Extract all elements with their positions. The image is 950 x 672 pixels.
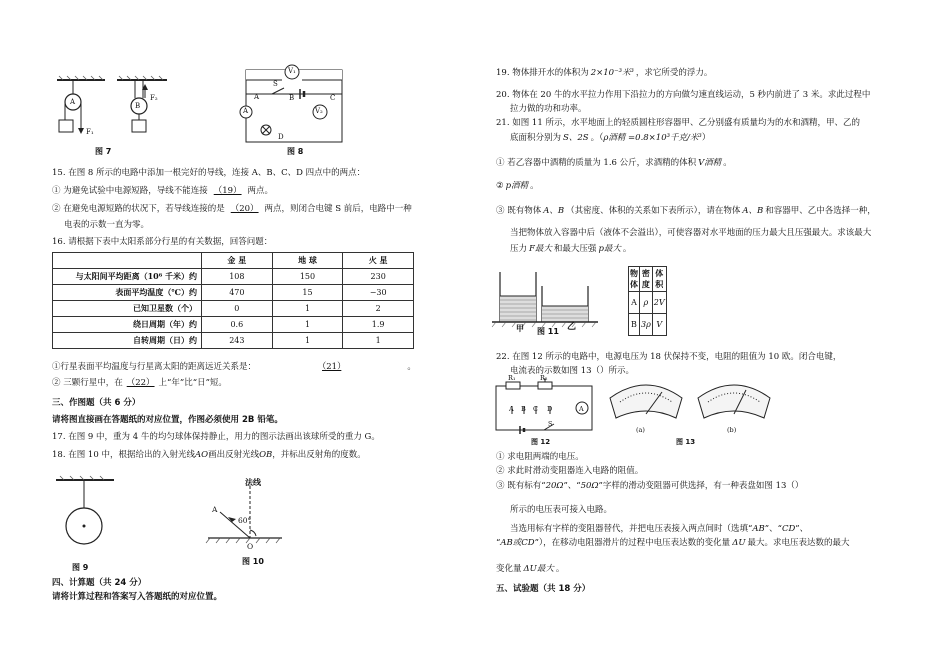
q22-item3-line5-b: 。: [555, 564, 565, 574]
table-row: [53, 317, 414, 333]
section-4-title: 四、计算题（共 24 分）: [52, 578, 147, 588]
section-5-title: 五、试验题（共 18 分）: [496, 584, 591, 594]
q18-text-a: 18. 在图 10 中，根据给出的入射光线: [52, 450, 195, 460]
table-cell: 1: [272, 317, 343, 333]
q22-item3-line4-c: 最大。求电压表达数的最大: [747, 538, 850, 548]
q16-line1: 16. 请根据下表中太阳系部分行星的有关数据，回答问题：: [52, 237, 273, 247]
table-header: 金 星: [202, 253, 273, 269]
figure-8-circuit: [232, 64, 352, 152]
figure-12-caption: 图 12: [531, 438, 551, 446]
fig12-label-D: D: [547, 405, 553, 413]
q21-item3-mid: （其密度、体积的关系如下表所示），请在物体: [566, 206, 741, 216]
fig10-label-O: O: [247, 542, 254, 551]
q18-text-c: ，并标出反射角的度数。: [272, 450, 366, 460]
fig13-label-a: (a): [636, 426, 645, 434]
q21-item3-AB: A、B: [543, 206, 565, 216]
section-3-title: 三、作图题（共 6 分）: [52, 398, 141, 408]
fig7-label-A: A: [70, 98, 76, 106]
table-cell: 150: [272, 269, 343, 285]
q16-item1: [52, 362, 416, 373]
table-header: 体积: [652, 267, 666, 292]
table-row: [53, 269, 414, 285]
q18-ray-AO: AO: [194, 450, 209, 460]
fig7-label-F2: F₂: [150, 94, 158, 102]
q21-line1: 21. 如图 11 所示，水平地面上的轻质圆柱形容器甲、乙分别盛有质量均为的水和酒精，甲、乙的: [496, 118, 860, 128]
table-cell: 1: [272, 333, 343, 349]
q21-line2: [510, 133, 710, 144]
table-cell: B: [629, 314, 640, 336]
table-cell: 2V: [652, 292, 666, 314]
q15-line2-text: ① 为避免试验中电源短路，导线不能连接: [52, 186, 208, 196]
table-cell: 0: [202, 301, 273, 317]
q16-item2-tail: 上“年”比“日”短。: [158, 378, 227, 388]
fig13-label-b: (b): [727, 426, 737, 434]
q21-item3-line3: [510, 244, 631, 255]
q22-item3-line5-a: 变化量: [496, 564, 522, 574]
fig8-label-ammeter: A: [243, 107, 249, 115]
blank-22: （22）: [126, 378, 155, 388]
table-cell: −30: [343, 285, 414, 301]
q21-item3-line3-a: 压力: [510, 244, 528, 254]
table-cell: 470: [202, 285, 273, 301]
section-4-note: 请将计算过程和答案写入答题纸的对应位置。: [52, 592, 223, 602]
table-cell: 自转周期（日）约: [53, 333, 202, 349]
table-row: [53, 333, 414, 349]
q19: [496, 68, 712, 79]
q18-ray-OB: OB: [259, 450, 273, 460]
table-cell: 108: [202, 269, 273, 285]
q22-item3-line3-a: 当选用标有字样的变阻器替代，并把电压表接入两点间时（选填“: [510, 524, 753, 534]
blank-20: （20）: [230, 204, 259, 214]
q22-item3-line3-c: ”、: [795, 524, 809, 534]
q22-line1: 22. 在图 12 所示的电路中，电源电压为 18 伏保持不变，电阻的阻值为 10 欧。闭合电键，: [496, 352, 842, 362]
table-cell: 表面平均温度（℃）约: [53, 285, 202, 301]
fig12-label-R1: R₁: [508, 374, 516, 382]
q21-item3-AB2: A、B: [742, 206, 764, 216]
fig10-label-A: A: [212, 505, 218, 514]
q22-delta-U-max: ΔU最大: [523, 564, 554, 574]
fig12-label-S: S: [548, 420, 553, 428]
fig8-label-V2: V₂: [315, 107, 323, 115]
q16-item2-text: ② 三颗行星中，在: [52, 378, 123, 388]
q22-item2: ② 求此时滑动变阻器连入电路的阻值。: [496, 466, 644, 476]
table-header-row: [53, 253, 414, 269]
q22-CD: CD: [781, 524, 796, 534]
q16-item1-text: ①行星表面平均温度与行星离太阳的距离远近关系是：: [52, 362, 257, 372]
fig12-label-A: A: [509, 405, 514, 413]
table-cell: 绕日周期（年）约: [53, 317, 202, 333]
q18: [52, 450, 366, 461]
q15-line3-text: ② 在避免电源短路的状况下，若导线连接的是: [52, 204, 225, 214]
fig7-label-B: B: [135, 102, 141, 110]
q21-item1-text: ① 若乙容器中酒精的质量为 1.6 公斤，求酒精的体积: [496, 158, 697, 168]
table-cell: ρ: [640, 292, 653, 314]
planet-data-table: [52, 252, 414, 349]
fig7-label-F1: F₁: [86, 128, 94, 136]
q22-delta-U: ΔU: [732, 538, 746, 548]
table-cell: 1: [272, 301, 343, 317]
q16-item2: [52, 378, 227, 389]
q22-item3-tail: ”字样的滑动变阻器可供选择，有一种表盘如图 13（）: [598, 481, 804, 491]
fig10-label-angle: 60°: [238, 516, 252, 525]
q21-item1: [496, 158, 732, 169]
table-cell: 0.6: [202, 317, 273, 333]
figure-10-caption: 图 10: [242, 557, 264, 566]
fig12-label-R2: R₂: [540, 374, 548, 382]
table-cell: 243: [202, 333, 273, 349]
q21-alcohol-density: ρ酒精 =0.8×10³千克/米³: [603, 133, 702, 143]
blank-21: （21）: [322, 362, 342, 372]
q21-line2-tail: ）: [701, 133, 711, 143]
fig11-label-jia: 甲: [516, 324, 524, 333]
q17: 17. 在图 9 中，重为 4 牛的均匀球体保持静止，用力的图示法画出该球所受的重力 G。: [52, 432, 380, 442]
q22-item3-text: ③ 既有标有“: [496, 481, 546, 491]
figure-9-caption: 图 9: [72, 563, 89, 572]
q21-line2-mid: 。（: [590, 133, 604, 143]
q22-item1: ① 求电阻两端的电压。: [496, 452, 584, 462]
table-cell: 230: [343, 269, 414, 285]
q20-line1: 20. 物体在 20 牛的水平拉力作用下沿拉力的方向做匀速直线运动，5 秒内前进了 3 米。求此过程中: [496, 90, 871, 100]
fig12-label-ammeter: A: [579, 405, 584, 413]
q22-AB: AB: [752, 524, 765, 534]
figure-7-pulleys: [55, 68, 170, 153]
table-row: [53, 285, 414, 301]
q21-item3: [496, 206, 876, 217]
table-row: [53, 301, 414, 317]
q21-item2-p: p酒精: [505, 181, 529, 191]
table-cell: 3ρ: [640, 314, 653, 336]
figure-7-caption: 图 7: [95, 147, 112, 156]
q21-item3-line3-c: 。: [622, 244, 632, 254]
q21-item1-tail: 。: [723, 158, 732, 168]
q15-line4: 电表的示数一直为零。: [64, 220, 150, 230]
q22-20-ohm: 20Ω: [545, 481, 564, 491]
table-header: 物体: [629, 267, 640, 292]
table-header: 地 球: [272, 253, 343, 269]
table-cell: V: [652, 314, 666, 336]
q22-item3-line4-a: “: [496, 538, 501, 548]
fig11-label-yi: 乙: [567, 322, 577, 332]
q21-line2-text: 底面积分别为: [510, 133, 562, 143]
q21-item3-tail: 和容器甲、乙中各选择一种，: [765, 206, 876, 216]
table-header: [53, 253, 202, 269]
q21-item1-V: V酒精: [698, 158, 722, 168]
q21-p-max: p最大: [598, 244, 621, 254]
table-cell: 已知卫星数（个）: [53, 301, 202, 317]
q22-item3-line3-b: ”、“: [764, 524, 782, 534]
q21-item3-line2: 当把物体放入容器中后（液体不会溢出），可使容器对水平地面的压力最大且压强最大。求该最大: [510, 228, 872, 238]
q15-line2-tail: 两点。: [247, 186, 274, 196]
q18-text-b: 画出反射光线: [208, 450, 260, 460]
q22-50-ohm: 50Ω: [580, 481, 599, 491]
q21-item2-text: ②: [496, 181, 504, 191]
fig8-label-B: B: [289, 94, 295, 102]
q22-item3-sep: ”、“: [563, 481, 581, 491]
table-row: [629, 292, 667, 314]
blank-19: （19）: [213, 186, 242, 196]
q21-item3-text: ③ 既有物体: [496, 206, 542, 216]
fig8-label-S: S: [273, 80, 278, 88]
table-header-row: [629, 267, 667, 292]
fig8-label-V1: V₁: [288, 67, 296, 75]
q22-item3-line4: [496, 538, 850, 549]
table-header: 密度: [640, 267, 653, 292]
q20-line2: 拉力做的功和功率。: [510, 104, 587, 114]
density-volume-table: [628, 266, 667, 336]
table-row: [629, 314, 667, 336]
q22-item3: [496, 481, 803, 492]
q15-line2: [52, 186, 273, 197]
table-cell: 1: [343, 333, 414, 349]
figure-13-meter-dials: [606, 378, 776, 428]
q22-line2: 电流表的示数如图 13（）所示。: [510, 366, 635, 376]
q15-line1: 15. 在图 8 所示的电路中添加一根完好的导线，连接 A、B、C、D 四点中的两点：: [52, 168, 366, 178]
q22-item3-line2: 所示的电压表可接入电路。: [510, 505, 613, 515]
q19-text-a: 19. 物体排开水的体积为: [496, 68, 589, 78]
q22-item3-line4-b: ”），在移动电阻器滑片的过程中电压表达数的变化量: [534, 538, 731, 548]
table-cell: 15: [272, 285, 343, 301]
q15-line3-tail: 两点，则闭合电键 S 前后，电路中一种: [264, 204, 412, 214]
q16-item1-tail: 。: [407, 362, 416, 372]
table-cell: 1.9: [343, 317, 414, 333]
fig8-label-A: A: [254, 93, 260, 101]
q21-areas: S、2S: [563, 133, 589, 143]
figure-11-caption: 图 11: [537, 327, 559, 336]
q22-AB-or-CD: AB或CD: [500, 538, 535, 548]
q21-item3-line3-b: 和最大压强: [553, 244, 597, 254]
q22-item3-line5: [496, 564, 564, 575]
figure-9-hanging-ball: [52, 474, 122, 562]
q21-item2-tail: 。: [530, 181, 539, 191]
figure-13-caption: 图 13: [676, 438, 696, 446]
q15-line3: [52, 204, 412, 215]
q21-item2: [496, 181, 539, 192]
fig12-label-B: B: [521, 405, 526, 413]
section-3-note: 请将图直接画在答题纸的对应位置，作图必须使用 2B 铅笔。: [52, 415, 283, 425]
fig10-label-normal: 法线: [245, 478, 261, 487]
fig12-label-C: C: [533, 405, 538, 413]
fig8-label-C: C: [330, 94, 336, 102]
q22-item3-line3: [510, 524, 808, 535]
table-cell: A: [629, 292, 640, 314]
q19-text-b: ，求它所受的浮力。: [635, 68, 713, 78]
q19-value: 2×10⁻³米³: [590, 68, 634, 78]
table-header: 火 星: [343, 253, 414, 269]
figure-8-caption: 图 8: [287, 147, 304, 156]
table-cell: 与太阳间平均距离（10⁶ 千米）约: [53, 269, 202, 285]
fig8-label-D: D: [278, 133, 284, 141]
table-cell: 2: [343, 301, 414, 317]
q21-F-max: F最大: [529, 244, 552, 254]
